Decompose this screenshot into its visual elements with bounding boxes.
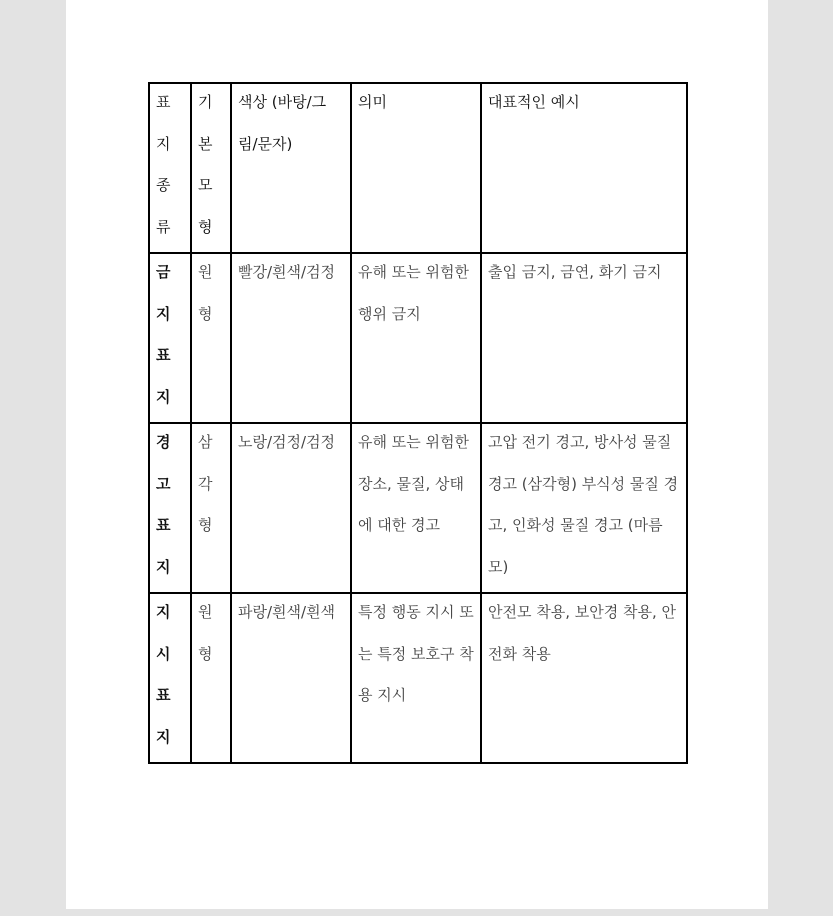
cell-basic-shape: 삼각형 [191, 423, 231, 593]
cell-colors: 파랑/흰색/흰색 [231, 593, 351, 763]
table-row [149, 423, 687, 593]
cell-colors: 노랑/검정/검정 [231, 423, 351, 593]
cell-meaning: 유해 또는 위험한 행위 금지 [351, 253, 481, 423]
table-header-row [149, 83, 687, 253]
header-cell-meaning: 의미 [351, 83, 481, 253]
cell-basic-shape: 원형 [191, 253, 231, 423]
document-page [66, 0, 768, 909]
cell-sign-type: 경고 표지 [149, 423, 191, 593]
table-row [149, 593, 687, 763]
cell-examples: 출입 금지, 금연, 화기 금지 [481, 253, 687, 423]
header-cell-basic-shape: 기본 모형 [191, 83, 231, 253]
cell-examples: 안전모 착용, 보안경 착용, 안전화 착용 [481, 593, 687, 763]
table-row [149, 253, 687, 423]
header-cell-colors: 색상 (바탕/그림/문자) [231, 83, 351, 253]
cell-sign-type: 금지 표지 [149, 253, 191, 423]
header-cell-examples: 대표적인 예시 [481, 83, 687, 253]
cell-meaning: 유해 또는 위험한 장소, 물질, 상태에 대한 경고 [351, 423, 481, 593]
cell-sign-type: 지시 표지 [149, 593, 191, 763]
safety-sign-table [148, 82, 688, 764]
cell-colors: 빨강/흰색/검정 [231, 253, 351, 423]
cell-basic-shape: 원형 [191, 593, 231, 763]
header-cell-sign-type: 표지 종류 [149, 83, 191, 253]
cell-meaning: 특정 행동 지시 또는 특정 보호구 착용 지시 [351, 593, 481, 763]
cell-examples: 고압 전기 경고, 방사성 물질 경고 (삼각형) 부식성 물질 경고, 인화성 물질 경고 (마름모) [481, 423, 687, 593]
